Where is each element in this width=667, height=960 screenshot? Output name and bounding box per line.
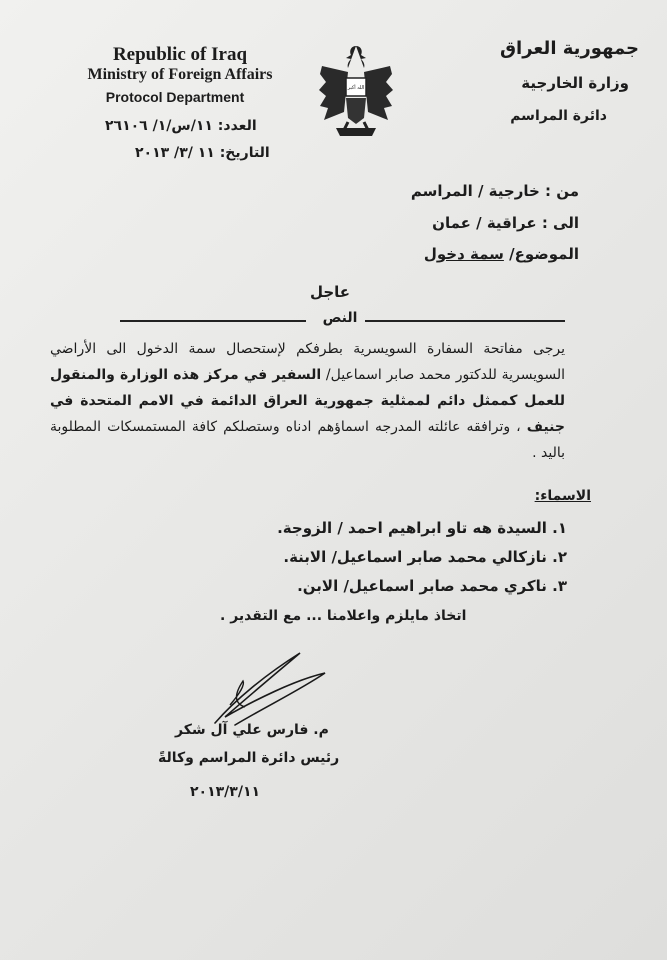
header-ar-department: دائرة المراسم bbox=[510, 108, 607, 124]
memo-body bbox=[50, 336, 565, 466]
body-part-1: يرجى مفاتحة السفارة السويسرية بطرفكم لإستحصال سمة الدخول الى الأراضي السويسرية للدكتور محمد صابر اسماعيل/ bbox=[50, 341, 566, 383]
list-item: ١. السيدة هه تاو ابراهيم احمد / الزوجة. bbox=[277, 519, 567, 537]
divider-line-right bbox=[365, 320, 565, 322]
signatory-name: م. فارس علي آل شكر bbox=[175, 722, 329, 738]
iraq-eagle-emblem-icon bbox=[318, 42, 394, 142]
text-divider bbox=[120, 310, 565, 330]
names-heading: الاسماء: bbox=[534, 488, 591, 504]
signatory-title: رئيس دائرة المراسم وكالةً bbox=[158, 750, 340, 766]
divider-line-left bbox=[120, 320, 306, 322]
svg-text:الله أكبر: الله أكبر bbox=[347, 85, 365, 91]
memo-subject bbox=[424, 245, 579, 263]
signature-date: ٢٠١٣/٣/١١ bbox=[190, 784, 261, 800]
header-en-ministry: Ministry of Foreign Affairs bbox=[87, 66, 273, 83]
subject-label: الموضوع/ bbox=[509, 245, 579, 263]
reference-number: العدد: ١١/س/١/ ٢٦١٠٦ bbox=[105, 118, 257, 134]
subject-value: سمة دخول bbox=[423, 245, 504, 263]
memo-from: من : خارجية / المراسم bbox=[410, 182, 579, 200]
text-label: النص bbox=[322, 310, 358, 326]
list-item: ٣. ناكري محمد صابر اسماعيل/ الابن. bbox=[297, 577, 567, 595]
list-item: ٢. نازكالي محمد صابر اسماعيل/ الابنة. bbox=[283, 548, 567, 566]
document-date: التاريخ: ١١ /٣/ ٢٠١٣ bbox=[135, 145, 270, 161]
body-part-bold: السفير في مركز هذه الوزارة والمنقول للعمل كممثل دائم لممثلية جمهورية العراق الدائمة في الامم المتحدة في جنيف bbox=[50, 367, 565, 435]
header-en-country: Republic of Iraq bbox=[112, 44, 248, 65]
body-part-2: ، وترافقه عائلته المدرجه اسماؤهم ادناه وستصلكم كافة المستمسكات المطلوبة باليد . bbox=[50, 419, 565, 461]
names-list bbox=[277, 514, 567, 601]
closing-line: اتخاذ مايلزم واعلامنا ... مع التقدير . bbox=[220, 608, 467, 624]
memo-to: الى : عراقية / عمان bbox=[432, 214, 579, 232]
urgent-label: عاجل bbox=[309, 283, 351, 301]
header-en-department: Protocol Department bbox=[105, 89, 245, 105]
header-ar-country: جمهورية العراق bbox=[499, 38, 639, 59]
header-ar-ministry: وزارة الخارجية bbox=[521, 74, 629, 92]
